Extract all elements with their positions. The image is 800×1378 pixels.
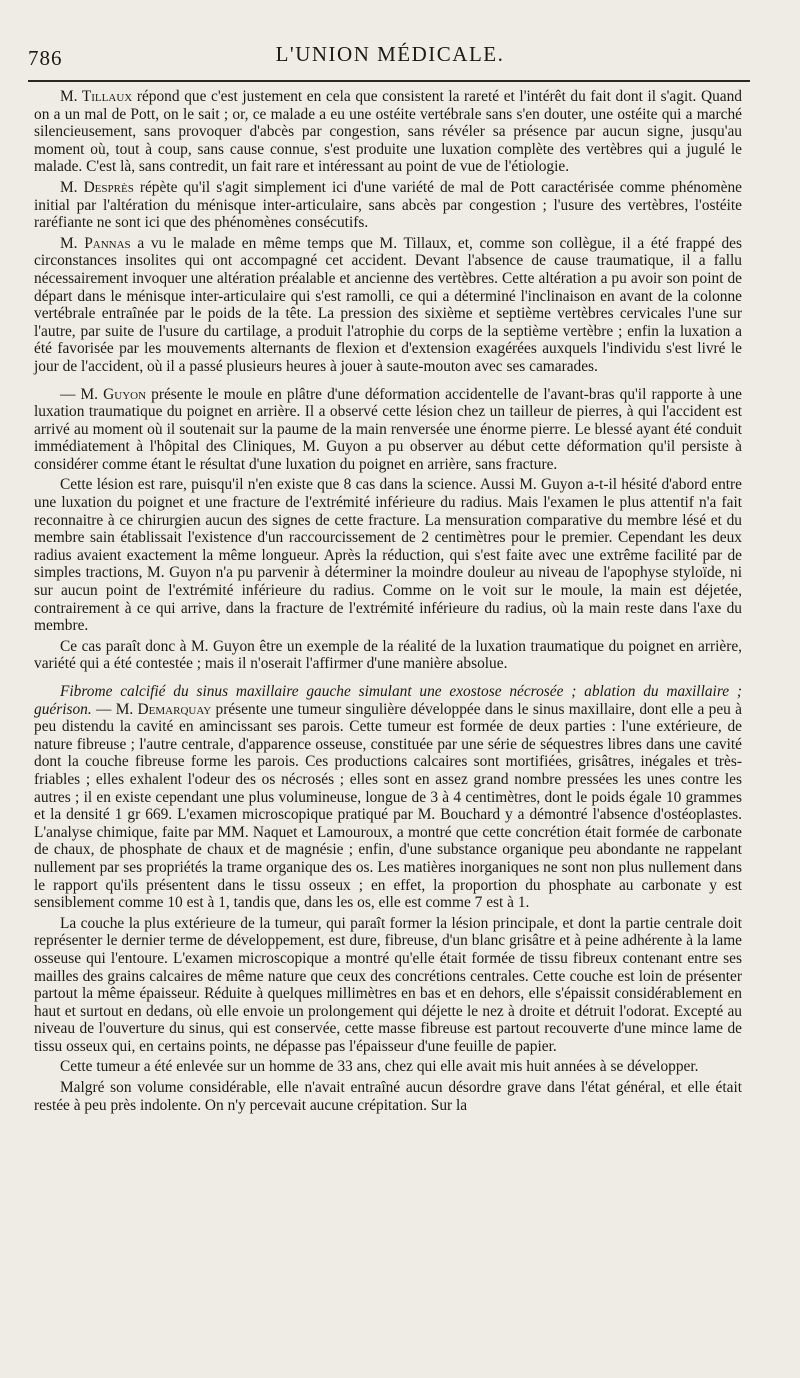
paragraph-text: présente une tumeur singulière développée dans le sinus maxillaire, dont elle a peu à peu distendu la cavité en amincissant ses parois. Cette tumeur est formée de deux parties : l'une extérieure, de nature fibreuse ; l'autre centrale, d'apparence osseuse, constituée par une série de séquestres libres dans une cavité dont la couche fibreuse forme les parois. Ces productions calcaires sont mortifiées, grisâtres, inégales et très-friables ; elles exhalent l'odeur des os nécrosés ; elles sont en assez grand nombre pressées les unes contre les autres ; il en existe cependant une plus volumineuse, longue de 3 à 4 centimètres, dont le poids égale 10 grammes et la densité 1 gr 669. L'examen microscopique pratiqué par M. Bouchard y a démontré l'absence d'ostéoplastes. L'analyse chimique, faite par MM. Naquet et Lamouroux, a montré que cette concrétion était formée de carbonate de chaux, de phosphate de chaux et de magnésie ; enfin, d'une substance organique peu abondante ne rappelant nullement par ses propriétés la trame organique des os. Les matières inorganiques ne sont non plus nullement dans le rapport qu'ils présentent dans le tissu osseux ; en effet, la proportion du phosphate au carbonate y est sensiblement comme 10 est à 1, tandis que, dans les os, elle est comme 7 est à 1. xyxy=(34,700,742,912)
paragraph-text: répond que c'est justement en cela que consistent la rareté et l'intérêt du fait dont il s'agit. Quand on a un mal de Pott, on le sait ; or, ce malade a eu une ostéite vertébrale sans s'en douter, une ostéite qui a marché silencieusement, sans provoquer d'abcès par congestion, sans révéler sa présence par aucun signe, jusqu'au moment où, tout à coup, sans cause connue, s'est produite une luxation complète des vertèbres qui a jugulé le malade. C'est là, sans contredit, un fait rare et intéressant au point de vue de l'étiologie. xyxy=(34,88,743,176)
body-text xyxy=(34,88,742,1117)
paragraph-text: Malgré son volume considérable, elle n'avait entraîné aucun désordre grave dans l'état général, et elle était restée à peu près indolente. On n'y percevait aucune crépitation. Sur la xyxy=(34,1079,742,1114)
page-header xyxy=(28,38,752,78)
paragraph-guyon-conclusion xyxy=(34,638,742,673)
header-rule xyxy=(28,80,750,82)
paragraph-text: Cette tumeur a été enlevée sur un homme de 33 ans, chez qui elle avait mis huit années à se développer. xyxy=(60,1058,699,1076)
paragraph-tumor-layer xyxy=(34,915,742,1056)
running-title: L'UNION MÉDICALE. xyxy=(275,42,505,66)
paragraph-text: Ce cas paraît donc à M. Guyon être un exemple de la réalité de la luxation traumatique du poignet en arrière, variété qui a été contestée ; mais il n'oserait l'affirmer d'une manière absolue. xyxy=(34,637,742,673)
paragraph-demarquay xyxy=(34,683,742,912)
paragraph-patient xyxy=(34,1058,742,1076)
speaker-name: M. Desprès xyxy=(60,178,134,196)
paragraph-text: Cette lésion est rare, puisqu'il n'en existe que 8 cas dans la science. Aussi M. Guyon a-t-il hésité d'abord entre une luxation du poignet et une fracture de l'extrémité inférieure du radius. Mais l'examen le plus attentif n'a fait reconnaitre à ce chirurgien aucun des signes de cette fracture. La mensuration comparative du membre lésé et du membre sain établissait l'existence d'un raccourcissement de 2 centimètres pour le premier. Cependant les deux radius avaient exactement la même longueur. Après la réduction, qui s'est faite avec une extrême facilité par de simples tractions, M. Guyon n'a pu parvenir à déterminer la moindre douleur au niveau de l'apophyse styloïde, ni sur aucun point de l'extrémité inférieure du radius. Comme on le voit sur le moule, la main est déjetée, contrairement à ce qui arrive, dans la fracture de l'extrémité inférieure du radius, où la main reste dans l'axe du membre. xyxy=(34,476,742,635)
page-number: 786 xyxy=(28,46,63,70)
paragraph-text: a vu le malade en même temps que M. Tillaux, et, comme son collègue, il a été frappé des circonstances insolites qui ont accompagné cet accident. Devant l'absence de cause traumatique, il a fallu nécessairement invoquer une altération préalable et ancienne des vertèbres. Cette altération a pu avoir son point de départ dans le ménisque inter-articulaire qui s'est ramolli, ce qui a déterminé l'inclinaison en avant de la colonne vertébrale entraînée par le poids de la tête. La pression des sixième et septième vertèbres cervicales l'une sur l'autre, par suite de l'usure du cartilage, a produit l'atrophie du corps de la septième vertèbre ; enfin la luxation a été favorisée par les mouvements alternants de flexion et d'extension exagérées auxquels l'individu s'est livré le jour de l'accident, où il a passé plusieurs heures à jouer à saute-mouton avec ses camarades. xyxy=(34,234,742,375)
paragraph-text: La couche la plus extérieure de la tumeur, qui paraît former la lésion principale, et dont la partie centrale doit représenter le dernier terme de développement, est dure, fibreuse, d'un blanc grisâtre et à peine adhérente à la lame osseuse qui l'entoure. L'examen microscopique a montré qu'elle était formée de tissu fibreux contenant entre ses mailles des grains calcaires de même nature que ceux des concrétions centrales. Cette couche est loin de présenter partout la même épaisseur. Réduite à quelques millimètres en bas et en dehors, elle s'épaissit considérablement en haut et surtout en dedans, où elle envoie un prolongement qui déjette le nez à droite et détruit l'odorat. Excepté au niveau de l'ouverture du sinus, qui est conservée, cette masse fibreuse est partout recouverte d'une mince lame de tissu osseux qui, en certains points, ne dépasse pas l'épaisseur d'une feuille de papier. xyxy=(34,914,742,1055)
paragraph-guyon-rarity xyxy=(34,476,742,634)
paragraph-tillaux xyxy=(34,88,742,176)
paragraph-text: répète qu'il s'agit simplement ici d'une variété de mal de Pott caractérisée comme phénomène initial par l'altération du ménisque inter-articulaire, sans abcès par congestion ; l'usure des vertèbres, l'ostéite raréfiante ne sont ici que des phénomènes consécutifs. xyxy=(34,178,742,232)
speaker-name: — M. Demarquay xyxy=(91,700,212,718)
paragraph-despres xyxy=(34,179,742,232)
section-title: Fibrome calcifié du sinus maxillaire gauche simulant une exostose nécrosée ; ablation du maxillaire ; guérison. xyxy=(34,683,742,718)
paragraph-guyon xyxy=(34,386,742,474)
speaker-name: M. Tillaux xyxy=(60,88,133,105)
speaker-name: M. Pannas xyxy=(60,234,131,252)
speaker-name: — M. Guyon xyxy=(60,385,147,403)
paragraph-volume xyxy=(34,1079,742,1114)
paragraph-pannas xyxy=(34,235,742,376)
paragraph-text: présente le moule en plâtre d'une déformation accidentelle de l'avant-bras qu'il rapporte à une luxation traumatique du poignet en arrière. Il a observé cette lésion chez un tailleur de pierres, à qui l'accident est arrivé au moment où il soutenait sur la paume de la main renversée une énorme pierre. Le blessé ayant été conduit immédiatement à l'hôpital des Cliniques, M. Guyon a pu observer au début cette déformation qu'il persiste à considérer comme étant le résultat d'une luxation du poignet en arrière, sans fracture. xyxy=(34,385,742,473)
